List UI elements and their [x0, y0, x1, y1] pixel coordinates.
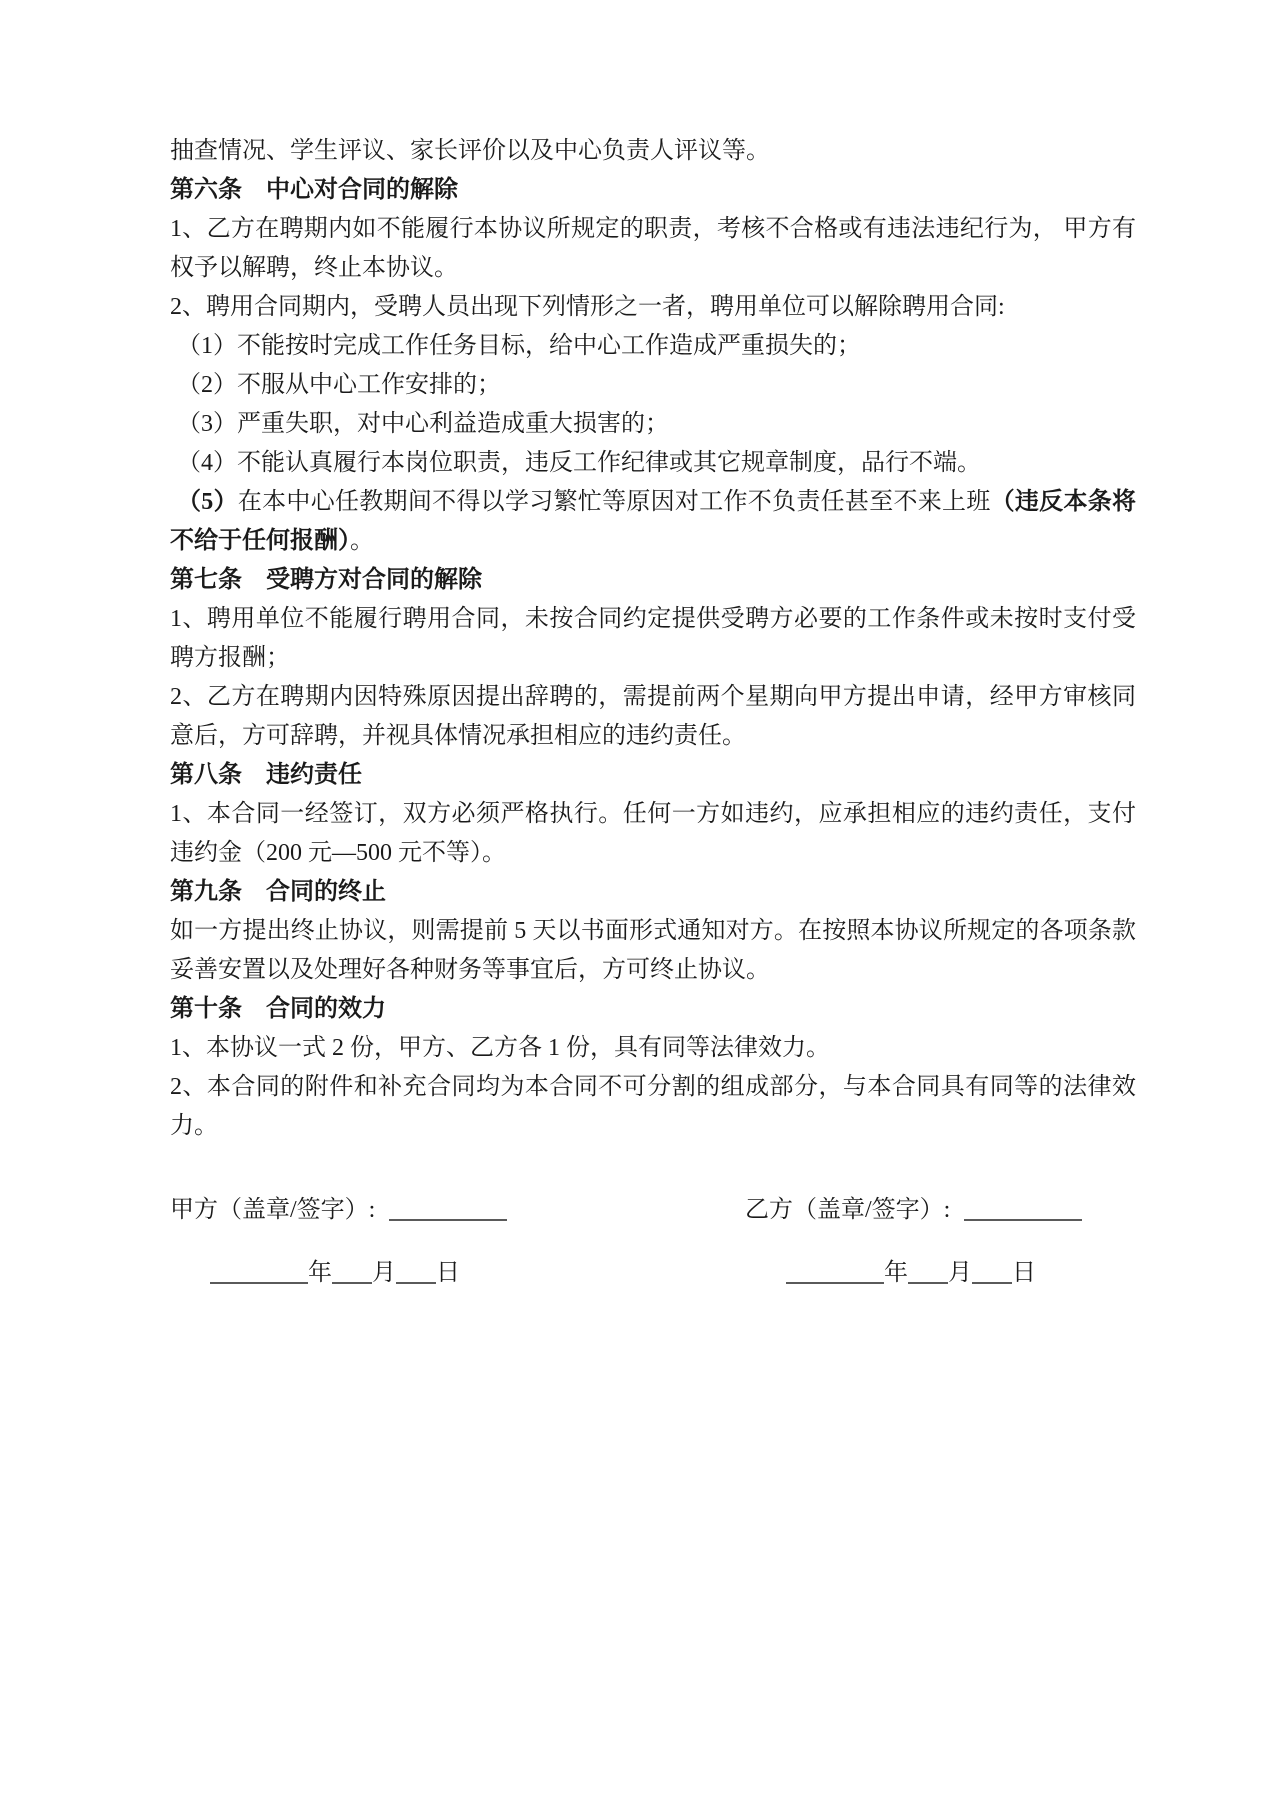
section-6-item-5-number: （5） — [177, 489, 238, 515]
party-a-month-blank — [332, 1282, 372, 1284]
section-8-heading: 第八条 违约责任 — [170, 762, 362, 788]
section-6-item-1: （1）不能按时完成工作任务目标，给中心工作造成严重损失的； — [177, 333, 861, 359]
party-a-year-blank — [210, 1282, 308, 1284]
date-row — [170, 1254, 1136, 1293]
section-7-paragraph-1: 1、聘用单位不能履行聘用合同，未按合同约定提供受聘方必要的工作条件或未按时支付受聘方报酬； — [170, 606, 1136, 671]
party-b-year-blank — [786, 1282, 884, 1284]
section-6-item-5-period: 。 — [350, 528, 374, 554]
section-6-heading: 第六条 中心对合同的解除 — [170, 177, 458, 203]
party-a-signature-blank — [389, 1219, 507, 1221]
section-8-paragraph-1: 1、本合同一经签订，双方必须严格执行。任何一方如违约，应承担相应的违约责任，支付违约金（200 元—500 元不等）。 — [170, 801, 1136, 866]
party-b-signature-block — [745, 1191, 1136, 1230]
section-10-paragraph-2: 2、本合同的附件和补充合同均为本合同不可分割的组成部分，与本合同具有同等的法律效力。 — [170, 1074, 1136, 1139]
party-a-signature-label: 甲方（盖章/签字）: — [170, 1197, 376, 1223]
section-9-paragraph-1: 如一方提出终止协议，则需提前 5 天以书面形式通知对方。在按照本协议所规定的各项条款妥善安置以及处理好各种财务等事宜后，方可终止协议。 — [170, 918, 1136, 983]
party-a-year-label: 年 — [308, 1260, 332, 1286]
party-b-signature-blank — [964, 1219, 1082, 1221]
party-b-month-blank — [908, 1282, 948, 1284]
party-a-signature-block — [170, 1191, 745, 1230]
party-b-date-block — [745, 1254, 1136, 1293]
party-a-day-label: 日 — [436, 1260, 460, 1286]
document-content — [170, 132, 1136, 1293]
signature-row — [170, 1191, 1136, 1230]
party-b-month-label: 月 — [948, 1260, 972, 1286]
party-b-day-blank — [972, 1282, 1012, 1284]
party-a-month-label: 月 — [372, 1260, 396, 1286]
section-9-heading: 第九条 合同的终止 — [170, 879, 386, 905]
section-7-heading: 第七条 受聘方对合同的解除 — [170, 567, 482, 593]
intro-paragraph: 抽查情况、学生评议、家长评价以及中心负责人评议等。 — [170, 138, 770, 164]
section-6-item-5-text: 在本中心任教期间不得以学习繁忙等原因对工作不负责任甚至不来上班 — [237, 489, 991, 515]
section-10-paragraph-1: 1、本协议一式 2 份，甲方、乙方各 1 份，具有同等法律效力。 — [170, 1035, 830, 1061]
party-a-date-block — [170, 1254, 745, 1293]
party-b-signature-label: 乙方（盖章/签字）: — [745, 1197, 951, 1223]
section-10-heading: 第十条 合同的效力 — [170, 996, 386, 1022]
section-6-paragraph-1: 1、乙方在聘期内如不能履行本协议所规定的职责，考核不合格或有违法违纪行为， 甲方有权予以解聘，终止本协议。 — [170, 216, 1136, 281]
party-b-year-label: 年 — [884, 1260, 908, 1286]
section-6-item-2: （2）不服从中心工作安排的； — [177, 372, 501, 398]
section-6-paragraph-2: 2、聘用合同期内，受聘人员出现下列情形之一者，聘用单位可以解除聘用合同: — [170, 294, 1005, 320]
section-6-item-5-bold-note: （违反本条将不给于任何报酬） — [170, 489, 1137, 554]
party-b-day-label: 日 — [1012, 1260, 1036, 1286]
section-6-item-5 — [170, 483, 1136, 561]
party-a-day-blank — [396, 1282, 436, 1284]
section-6-item-4: （4）不能认真履行本岗位职责，违反工作纪律或其它规章制度，品行不端。 — [177, 450, 981, 476]
section-7-paragraph-2: 2、乙方在聘期内因特殊原因提出辞聘的，需提前两个星期向甲方提出申请，经甲方审核同意后，方可辞聘，并视具体情况承担相应的违约责任。 — [170, 684, 1136, 749]
section-6-item-3: （3）严重失职，对中心利益造成重大损害的； — [177, 411, 669, 437]
